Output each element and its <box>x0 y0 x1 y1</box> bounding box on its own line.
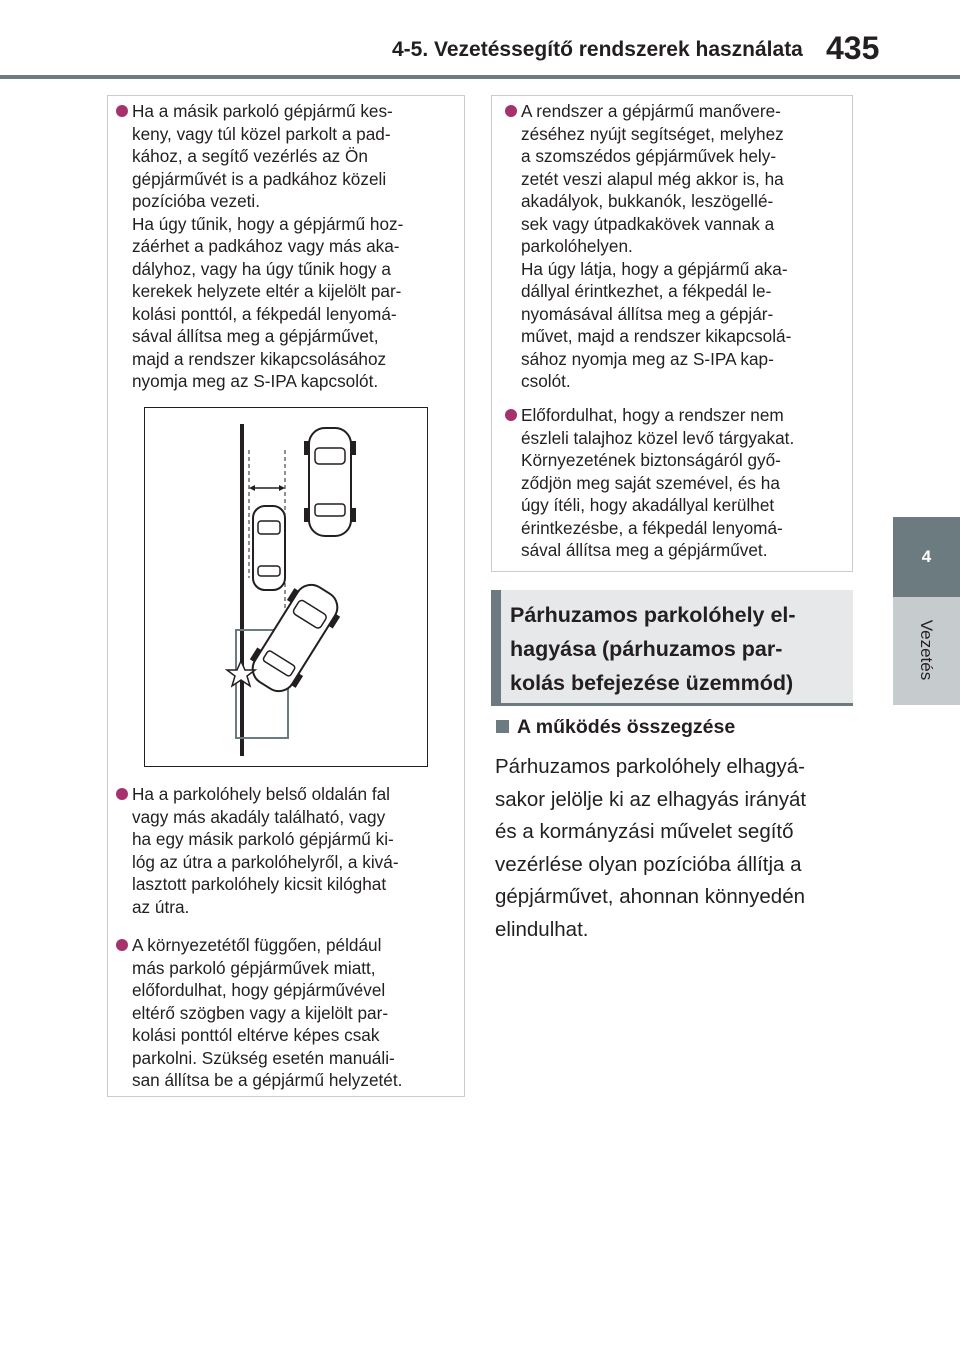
right-item-text: Előfordulhat, hogy a rendszer nem észleli talajhoz közel levő tárgyakat. Környezetének biztonságáról győ- ződjön meg saját szemével, és ha úgy ítéli, hogy akadállyal kerülhet érintkezésbe, a fékpedál lenyomá- sával állítsa meg a gépjárművet. <box>521 405 795 560</box>
square-bullet-icon <box>496 720 509 733</box>
parked-car-rear <box>253 506 285 590</box>
bullet-icon <box>116 939 128 951</box>
left-item-text: Ha a parkolóhely belső oldalán fal vagy más akadály található, vagy ha egy másik parkoló gépjármű ki- lóg az útra a parkolóhelyről, a kivá- lasztott parkolóhely kicsit kilóghat az útra. <box>132 784 399 917</box>
chapter-number-tab: 4 <box>893 517 960 597</box>
bullet-icon <box>505 409 517 421</box>
body-paragraph: Párhuzamos parkolóhely elhagyá- sakor jelölje ki az elhagyás irányát és a kormányzási művelet segítő vezérlése olyan pozícióba állítja a gépjárművet, ahonnan könnyedén elindulhat. <box>495 755 807 941</box>
left-item-text: Ha a másik parkoló gépjármű kes- keny, vagy túl közel parkolt a pad- kához, a segítő vezérlés az Ön gépjárművét is a padkához közeli pozícióba vezeti. Ha úgy tűnik, hogy a gépjármű hoz- záérhet a padkához vagy más aka- dályhoz, vagy ha úgy tűnik hogy a kerekek helyzete eltér a kijelölt par- kolási ponttól, a fékpedál lenyomá- sával állítsa meg a gépjárművet, majd a rendszer kikapcsolásához nyomja meg az S-IPA kapcsolót. <box>132 101 404 391</box>
right-list-item <box>521 100 791 393</box>
subheading-text: A működés összegzése <box>517 716 736 738</box>
left-list-item <box>132 783 399 918</box>
section-header-title: 4-5. Vezetéssegítő rendszerek használata <box>392 38 803 61</box>
parking-diagram <box>145 408 427 766</box>
right-list-item <box>521 404 794 562</box>
page-number: 435 <box>826 30 880 66</box>
bullet-icon <box>116 105 128 117</box>
left-item-text: A környezetétől függően, például más parkoló gépjárművek miatt, előfordulhat, hogy gépjárművével eltérő szögben vagy a kijelölt par- kolási ponttól eltérve képes csak parkolni. Szükség esetén manuáli- san állítsa be a gépjármű helyzetét. <box>132 935 403 1090</box>
right-item-text: A rendszer a gépjármű manővere- zéséhez nyújt segítséget, melyhez a szomszédos gépjárművek hely- zetét veszi alapul még akkor is, ha akadályok, bukkanók, leszögellé- sek vagy útpadkakövek vannak a parkolóhelyen. Ha úgy látja, hogy a gépjármű aka- dállyal érintkezhet, a fékpedál le- nyomásával állítsa meg a gépjár- művet, majd a rendszer kikapcsolá- sához nyomja meg az S-IPA kap- csolót. <box>521 101 792 391</box>
arrow-head <box>249 485 255 491</box>
parked-car-front <box>304 428 356 536</box>
parking-illustration <box>144 407 428 767</box>
header-divider <box>0 75 960 79</box>
maneuvering-car <box>242 576 347 700</box>
subheading <box>496 716 735 739</box>
chapter-label: Vezetés <box>917 619 936 681</box>
left-list-item <box>132 100 403 393</box>
bullet-icon <box>505 105 517 117</box>
bullet-icon <box>116 788 128 800</box>
left-list-item <box>132 934 402 1092</box>
section-heading-bar <box>491 590 501 706</box>
section-heading: Párhuzamos parkolóhely el- hagyása (párhuzamos par- kolás befejezése üzemmód) <box>510 603 796 695</box>
arrow-head <box>279 485 285 491</box>
